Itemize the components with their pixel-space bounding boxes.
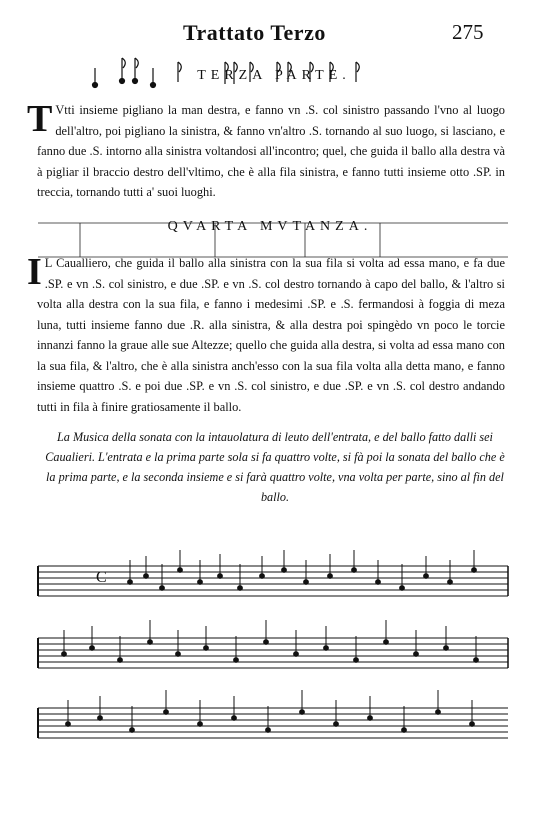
paragraph-text: L Caualliero, che guida il ballo alla sinistra con la sua fila si volta ad essa mano, e fa due .SP. e vn .S. col sinistro, e due .SP. e vn .S. col destro tornando à capo del ballo, & l'altro si volta alla destra con la sua fila, e fanno i medesimi .SP. e .S. fermandosi à foggia di meza luna, tutti insieme fanno due .R. alla sinistra, & alla destra poi spingèdo vn poco le torcie innanzi fanno la graue alle sue Altezze; quello che guida alla destra, si volta ad essa mano con la sua fila, & l'altro, che è alla sinistra anch'esso con la sua fila volta alla detta mano, e fanno insieme quattro .S. e poi due .SP. e vn .S. col sinistro, e due .SP. e vn .S. col destro andando tutti in fila à finire gratiosamente il ballo.	[37, 256, 505, 414]
music-caption: La Musica della sonata con la intauolatura di leuto dell'entrata, e del ballo fatto dalli sei Caualieri. L'entrata e la prima parte sola si fa quattro volte, si fà poi la sonata del ballo che è la prima parte, e la seconda insieme e si farà quattro volte, vna volta per parte, sino al fin del ballo.	[45, 430, 505, 504]
staff-system-2	[38, 638, 508, 668]
paragraph-quarta-mutanza	[27, 251, 505, 417]
page-number: 275	[452, 20, 484, 44]
section-title-terza-parte: TERZA PARTE.	[197, 68, 351, 83]
running-title: Trattato Terzo	[183, 20, 326, 45]
dropcap: T	[27, 98, 53, 140]
section-title-quarta-mutanza: QVARTA MVTANZA.	[167, 219, 373, 234]
svg-text:C: C	[96, 569, 107, 586]
dropcap: I	[27, 251, 42, 293]
paragraph-text: Vtti insieme pigliano la man destra, e fanno vn .S. col sinistro passando l'vno al luogo dell'altro, poi pigliano la sinistra, & fanno vn'altro .S. tornando al suo luogo, si lasciano, e fanno due .S. intorno alla sinistra voltandosi all'incontro; quel, che guida il ballo alla destra và à pigliar il braccio destro dell'vltimo, che è alla fila sinistra, e fanno tutti insieme otto .SP. in treccia, tornando tutti a' suoi luoghi.	[37, 103, 505, 199]
paragraph-terza-parte	[27, 98, 505, 203]
music-score	[0, 530, 549, 830]
staff-system-1	[38, 566, 508, 596]
